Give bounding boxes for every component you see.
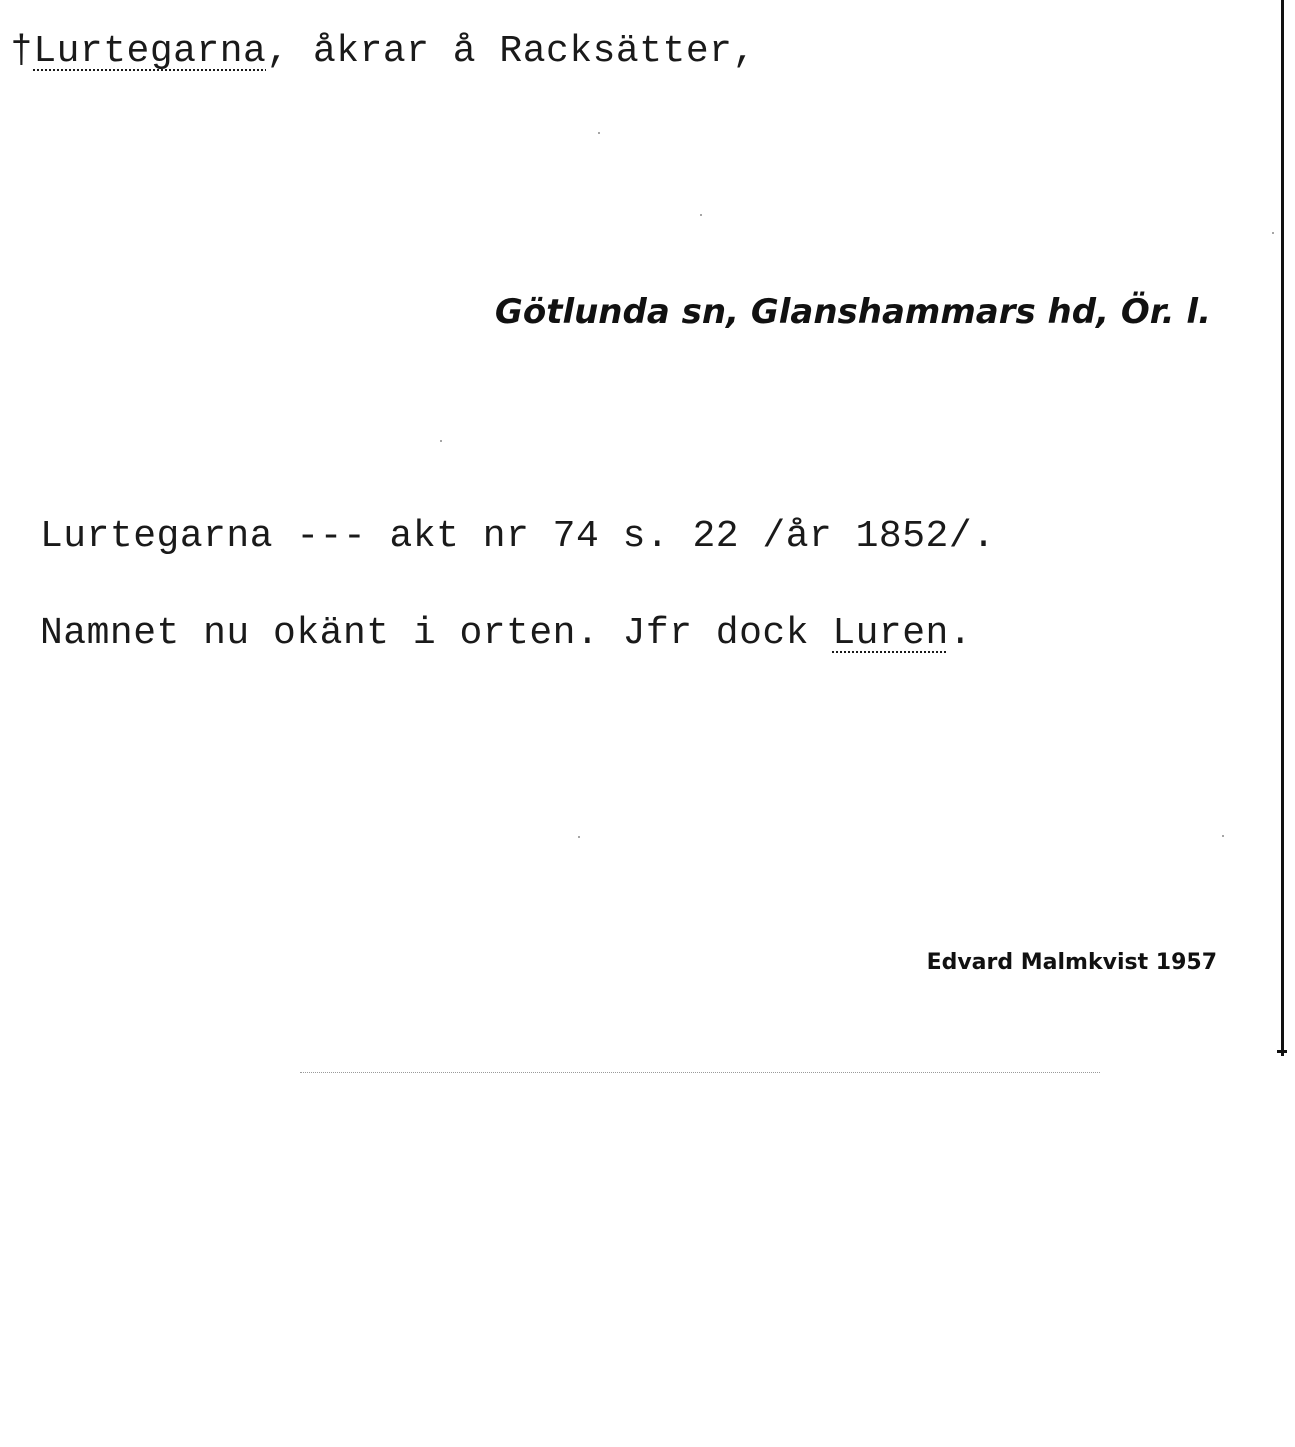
note-end: . <box>948 612 973 655</box>
note-text: Namnet nu okänt i orten. Jfr dock <box>40 612 833 655</box>
signature-stamp: Edvard Malmkvist 1957 <box>926 950 1217 975</box>
obsolete-marker: † <box>10 30 34 73</box>
scan-speck <box>700 214 702 216</box>
location-stamp: Götlunda sn, Glanshammars hd, Ör. l. <box>494 292 1211 332</box>
card-border-bottom <box>300 1072 1100 1073</box>
scan-speck <box>578 836 580 838</box>
headword-line <box>10 30 756 73</box>
cross-reference: Luren <box>832 612 949 655</box>
scan-speck <box>1272 232 1274 234</box>
headword-punctuation: , <box>266 30 290 73</box>
card-border-corner <box>1277 1050 1287 1053</box>
headword-description: åkrar å Racksätter, <box>289 30 756 73</box>
card-border-right <box>1281 0 1284 1056</box>
source-reference: Lurtegarna --- akt nr 74 s. 22 /år 1852/. <box>40 515 996 558</box>
scan-speck <box>1222 835 1224 837</box>
scan-speck <box>440 440 442 442</box>
note-line <box>40 612 972 655</box>
scan-speck <box>598 132 600 134</box>
headword: Lurtegarna <box>33 30 267 73</box>
